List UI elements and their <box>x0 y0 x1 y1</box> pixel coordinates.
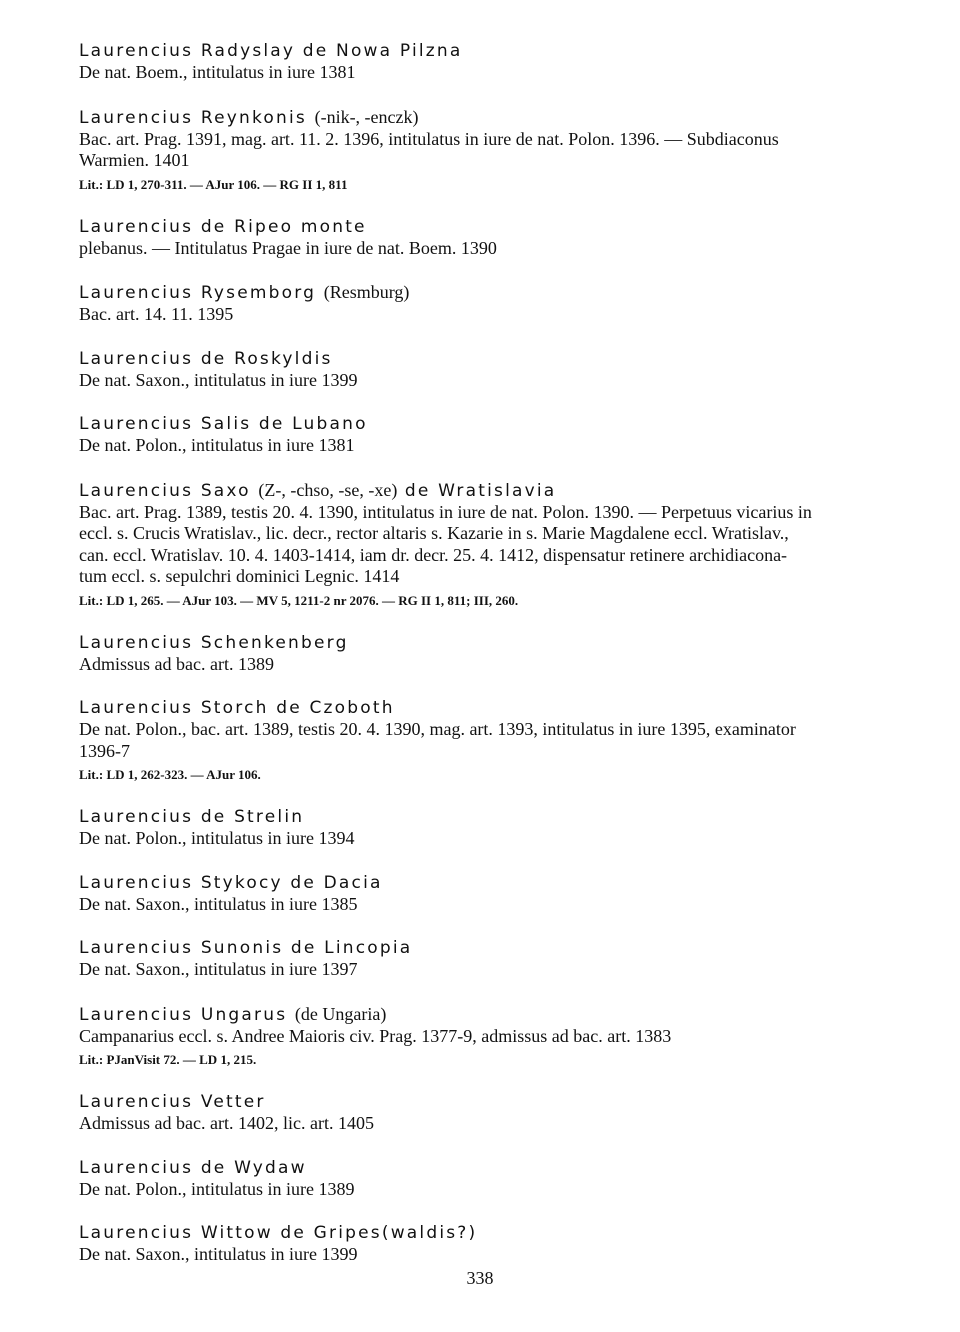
entry-name <box>79 1003 899 1026</box>
entry-name-variant: (de Ungaria) <box>294 1003 387 1024</box>
entry-name <box>79 348 899 370</box>
entry <box>79 806 899 850</box>
entry-name <box>79 1157 899 1179</box>
entry <box>79 1003 899 1070</box>
entry-line: De nat. Saxon., intitulatus in iure 1385 <box>79 893 358 914</box>
entry-line: Warmien. 1401 <box>79 150 190 170</box>
entry-body <box>79 959 899 981</box>
page-number: 338 <box>466 1268 494 1288</box>
entry <box>79 632 899 676</box>
entry-body <box>79 1026 899 1048</box>
entry <box>79 1157 899 1201</box>
entry-name-main: Laurencius Rysemborg <box>79 283 317 303</box>
entry-line: Bac. art. Prag. 1391, mag. art. 11. 2. 1396, intitulatus in iure de nat. Polon. 1396. — Subdiaconus <box>79 128 779 149</box>
entry-name-main: Laurencius de Ripeo monte <box>79 216 367 237</box>
entry-line: can. eccl. Wratislav. 10. 4. 1403-1414, iam dr. decr. 25. 4. 1412, dispensatur retinere archidiacona- <box>79 544 788 565</box>
entry-body <box>79 654 899 676</box>
entry-name <box>79 872 899 894</box>
entry-name <box>79 106 899 129</box>
entry <box>79 281 899 326</box>
entry-body <box>79 370 899 392</box>
entry-name-main: Laurencius Reynkonis <box>79 107 307 128</box>
entry-list <box>79 40 899 1288</box>
entry-body <box>79 894 899 916</box>
entry-line: eccl. s. Crucis Wratislav., lic. decr., rector altaris s. Kazarie in s. Marie Magdalene eccl. Wratislav., <box>79 523 789 543</box>
entry-body <box>79 435 899 457</box>
entry-line: De nat. Polon., bac. art. 1389, testis 20. 4. 1390, mag. art. 1393, intitulatus in iure 1395, examinator <box>79 719 796 739</box>
entry-body <box>79 502 899 588</box>
entry-line: tum eccl. s. sepulchri dominici Legnic. 1414 <box>79 566 400 586</box>
entry <box>79 1222 899 1266</box>
entry-name-main: Laurencius Storch de Czoboth <box>79 698 395 718</box>
entry-name-variant: (-nik-, -enczk) <box>314 106 419 127</box>
entry-body <box>79 1113 899 1135</box>
entry-name-main: Laurencius de Strelin <box>79 807 305 827</box>
entry-line: plebanus. — Intitulatus Pragae in iure de nat. Boem. 1390 <box>79 237 497 258</box>
entry-name-main: Laurencius Saxo <box>79 480 251 501</box>
entry <box>79 106 899 194</box>
entry-line: De nat. Saxon., intitulatus in iure 1399 <box>79 369 358 390</box>
entry-name-main: Laurencius Radyslay de Nowa Pilzna <box>79 41 463 61</box>
entry-literature: Lit.: LD 1, 265. — AJur 103. — MV 5, 1211-2 nr 2076. — RG II 1, 811; III, 260. <box>79 592 519 608</box>
entry-literature: Lit.: LD 1, 262-323. — AJur 106. <box>79 767 261 782</box>
entry <box>79 216 899 260</box>
entry-name-main: Laurencius Vetter <box>79 1092 266 1112</box>
entry-line: Bac. art. 14. 11. 1395 <box>79 304 234 324</box>
entry-body <box>79 1244 899 1266</box>
entry <box>79 40 899 84</box>
entry <box>79 697 899 784</box>
entry-line: Campanarius eccl. s. Andree Maioris civ. Prag. 1377-9, admissus ad bac. art. 1383 <box>79 1025 672 1046</box>
entry-line: 1396-7 <box>79 740 130 761</box>
entry-name <box>79 413 899 435</box>
entry <box>79 479 899 610</box>
entry-line: Admissus ad bac. art. 1389 <box>79 653 274 674</box>
entry-name-main: Laurencius Stykocy de Dacia <box>79 872 383 893</box>
entry-name <box>79 1091 899 1113</box>
entry-body <box>79 129 899 172</box>
entry <box>79 348 899 392</box>
entry-name-main: Laurencius Schenkenberg <box>79 632 349 653</box>
entry <box>79 937 899 981</box>
entry-line: De nat. Saxon., intitulatus in iure 1399 <box>79 1244 358 1264</box>
entry-name-main: Laurencius de Roskyldis <box>79 348 333 369</box>
entry-name-main: Laurencius Ungarus <box>79 1004 288 1025</box>
entry-body <box>79 238 899 260</box>
entry-line: De nat. Polon., intitulatus in iure 1394 <box>79 828 355 848</box>
entry-name <box>79 632 899 654</box>
entry-name-main: Laurencius Salis de Lubano <box>79 414 368 434</box>
entry-name-variant: (Z-, -chso, -se, -xe) <box>258 479 398 500</box>
entry-name-tail: de Wratislavia <box>404 480 557 501</box>
entry-body <box>79 304 899 326</box>
entry-name-main: Laurencius Sunonis de Lincopia <box>79 938 413 958</box>
entry-name <box>79 697 899 719</box>
entry <box>79 872 899 916</box>
entry-body <box>79 1179 899 1201</box>
entry-literature: Lit.: LD 1, 270-311. — AJur 106. — RG II 1, 811 <box>79 176 348 192</box>
entry-line: De nat. Boem., intitulatus in iure 1381 <box>79 62 356 82</box>
entry-name <box>79 806 899 828</box>
entry-name-main: Laurencius Wittow de Gripes(waldis?) <box>79 1223 478 1243</box>
entry-body <box>79 828 899 850</box>
entry-name <box>79 281 899 304</box>
entry-name <box>79 479 899 502</box>
entry-line: De nat. Polon., intitulatus in iure 1381 <box>79 435 355 455</box>
entry-name <box>79 216 899 238</box>
entry-line: Admissus ad bac. art. 1402, lic. art. 1405 <box>79 1113 374 1133</box>
entry-literature: Lit.: PJanVisit 72. — LD 1, 215. <box>79 1052 257 1067</box>
entry <box>79 1091 899 1135</box>
entry-name-variant: (Resmburg) <box>323 282 410 302</box>
entry-line: De nat. Saxon., intitulatus in iure 1397 <box>79 959 358 979</box>
entry-body <box>79 62 899 84</box>
entry-name <box>79 1222 899 1244</box>
entry-name <box>79 40 899 62</box>
entry-line: Bac. art. Prag. 1389, testis 20. 4. 1390, intitulatus in iure de nat. Polon. 1390. — Perpetuus vicarius in <box>79 501 812 522</box>
entry-line: De nat. Polon., intitulatus in iure 1389 <box>79 1178 355 1199</box>
entry-body <box>79 719 899 762</box>
entry-name <box>79 937 899 959</box>
entry <box>79 413 899 457</box>
entry-name-main: Laurencius de Wydaw <box>79 1157 307 1178</box>
